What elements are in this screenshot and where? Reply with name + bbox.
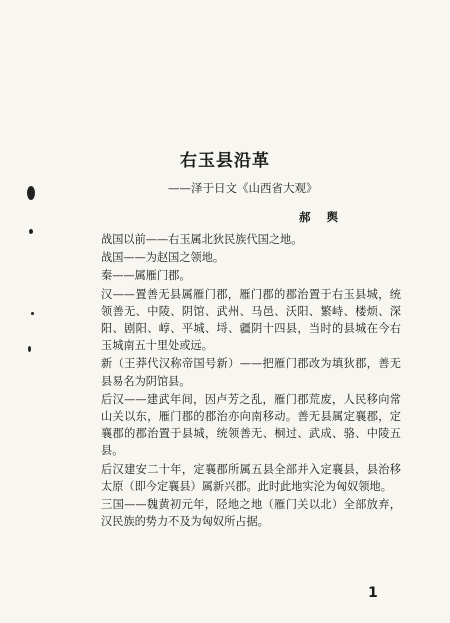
paragraph: 汉——置善无县属雁门郡，雁门郡的郡治置于右玉县城，统领善无、中陵、阴馆、武州、马邑、沃阳、繁峙、楼烦、深阳、剧阳、崞、平城、埒、疆阴十四县，当时的县城在今右玉城南五十里处或远。 [101, 287, 401, 353]
paragraph: 三国——魏黄初元年，陉地之地（雁门关以北）全部放弃，汉民族的势力不及为匈奴所占据。 [101, 498, 401, 529]
page-number: 1 [368, 585, 378, 601]
scan-speck [27, 186, 35, 200]
scan-speck [31, 312, 34, 315]
article-body [101, 231, 401, 531]
paragraph: 新（王莽代汉称帝国号新）——把雁门郡改为填狄郡，善无县易名为阴馆县。 [101, 357, 401, 388]
paragraph: 后汉建安二十年，定襄郡所属五县全部并入定襄县，县治移太原（即今定襄县）属新兴郡。此时此地实沦为匈奴领地。 [101, 462, 401, 493]
paragraph: 后汉——建武年间，因卢芳之乱，雁门郡荒废，人民移向常山关以东，雁门郡的郡治亦向南移动。善无县属定襄郡，定襄郡的郡治置于县城，统领善无、桐过、武成、骆、中陵五县。 [101, 392, 401, 458]
page-subtitle: ——泽于日文《山西省大观》 [168, 181, 318, 195]
paragraph: 战国以前——右玉属北狄民族代国之地。 [101, 233, 303, 246]
author-name: 郝 舆 [299, 210, 345, 224]
scan-speck [28, 346, 31, 352]
paragraph: 秦——属雁门郡。 [101, 269, 191, 283]
page-title: 右玉县沿革 [180, 151, 270, 171]
scan-speck [29, 229, 33, 234]
paragraph: 战国——为赵国之领地。 [101, 251, 225, 265]
